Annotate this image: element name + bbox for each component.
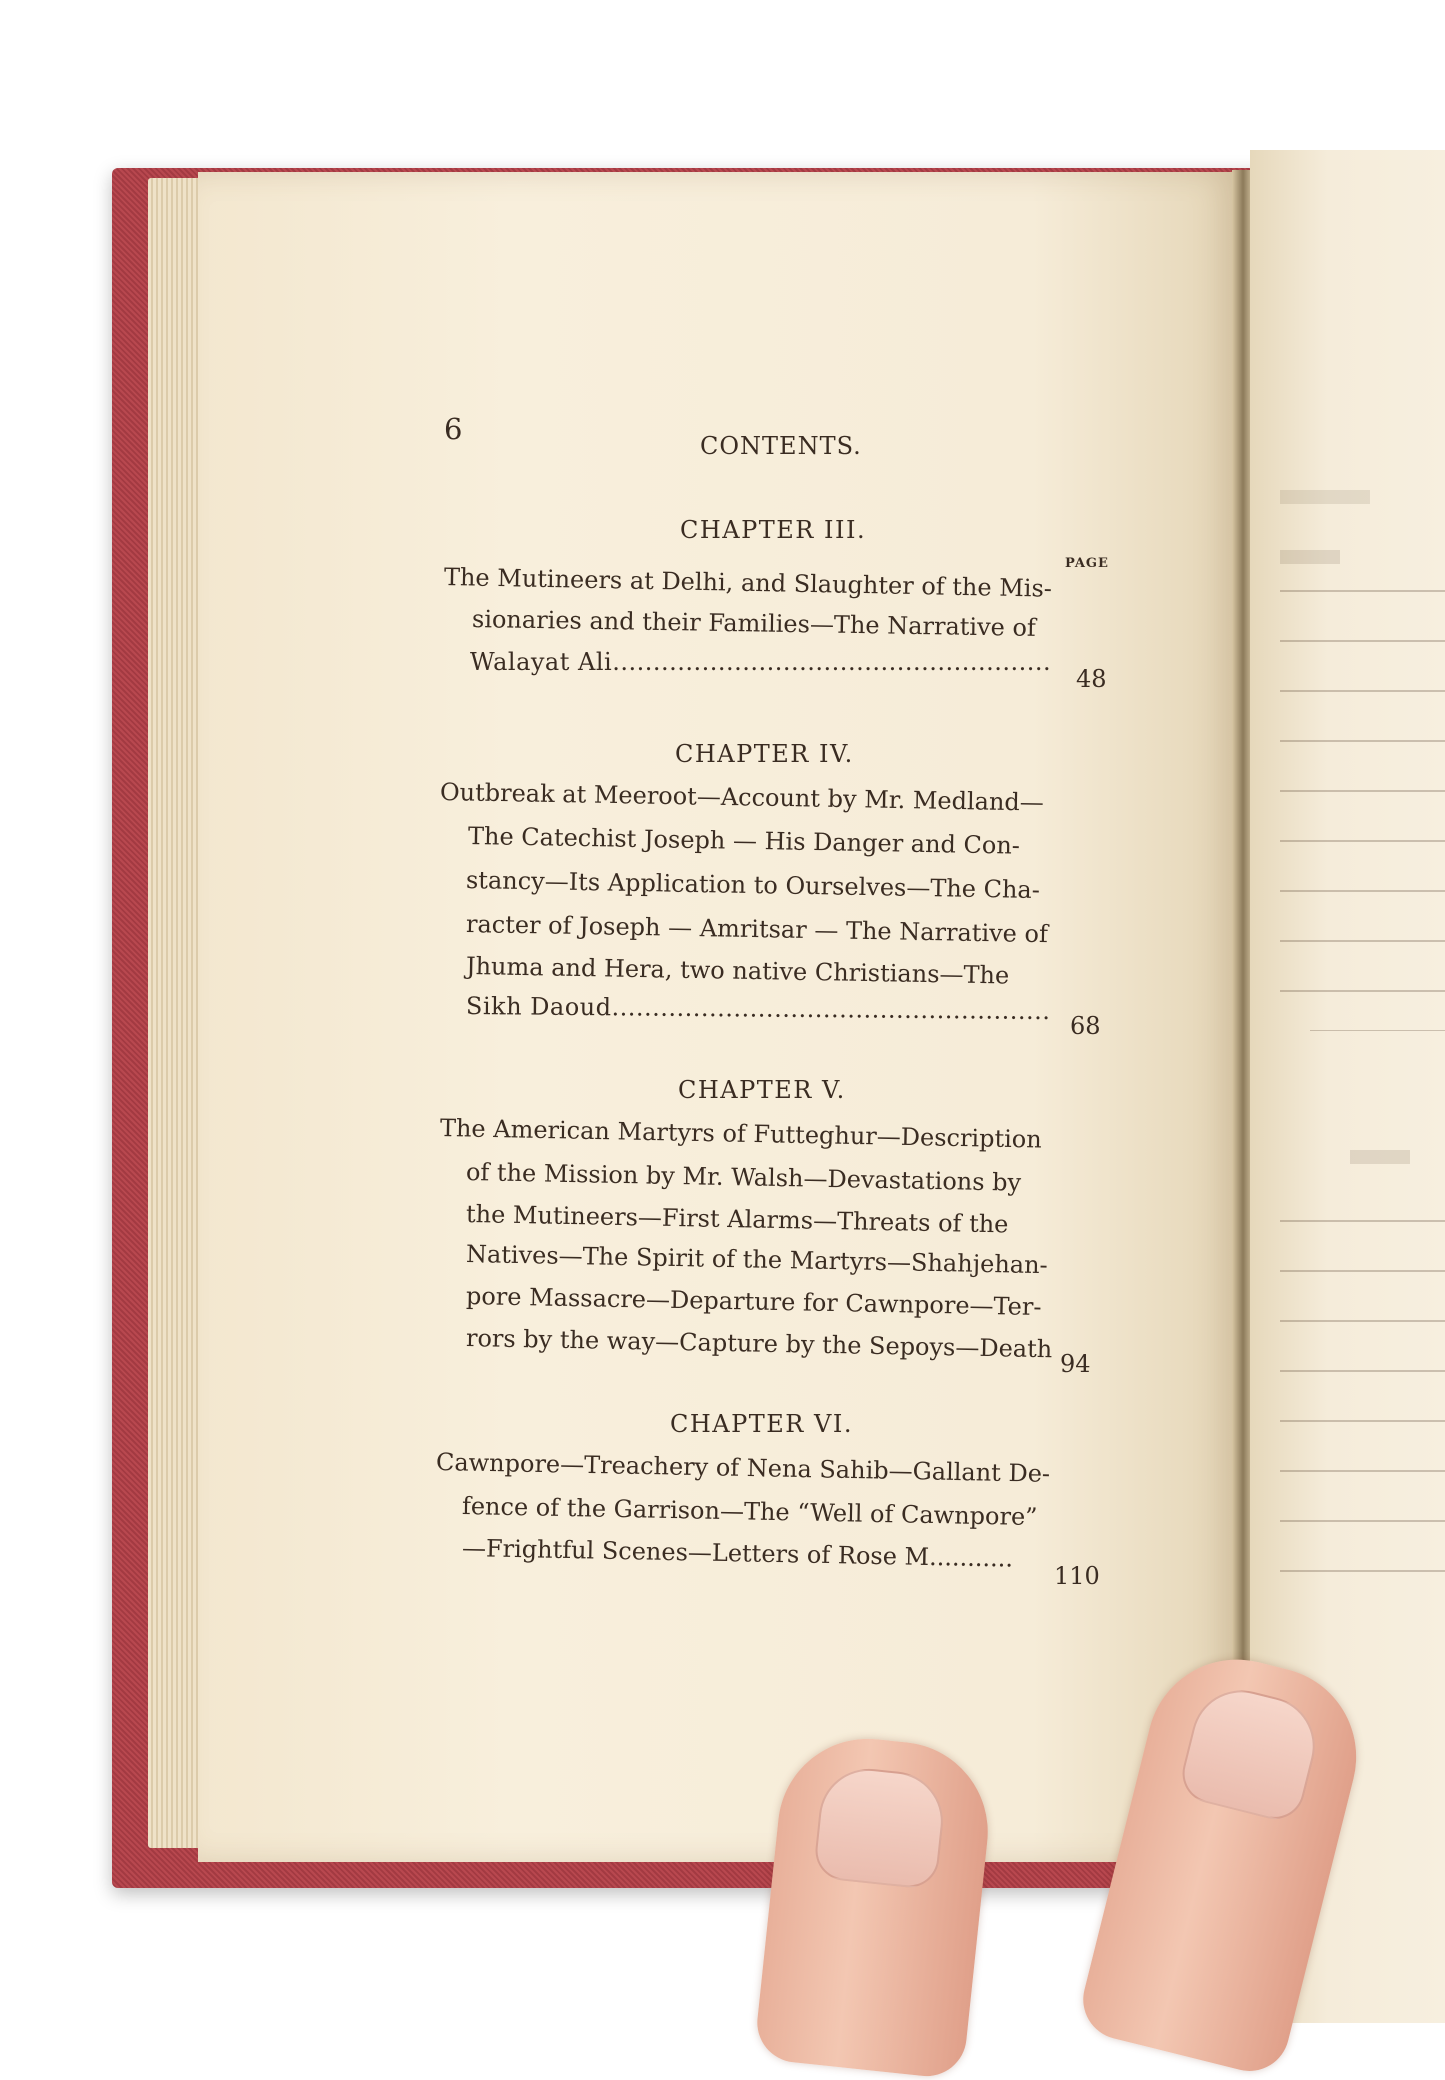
entry-page-number: 68 <box>1070 1012 1101 1040</box>
entry-line: Sikh Daoud...................................................... <box>465 992 1051 1026</box>
entry-line: stancy—Its Application to Ourselves—The Cha- <box>465 866 1041 905</box>
chapter-title: CHAPTER VI. <box>670 1410 853 1438</box>
chapter-title: CHAPTER IV. <box>675 740 854 768</box>
fingernail <box>1176 1680 1325 1825</box>
ghost-text <box>1280 1220 1445 1222</box>
entry-line: Cawnpore—Treachery of Nena Sahib—Gallant De- <box>435 1448 1051 1488</box>
ghost-text <box>1280 550 1340 564</box>
ghost-text <box>1280 940 1445 942</box>
entry-line: of the Mission by Mr. Walsh—Devastations by <box>465 1158 1022 1197</box>
chapter-title: CHAPTER V. <box>678 1076 846 1104</box>
entry-line: —Frightful Scenes—Letters of Rose M........... <box>461 1534 1014 1573</box>
ghost-text <box>1280 790 1445 792</box>
entry-line: racter of Joseph — Amritsar — The Narrative of <box>465 910 1049 949</box>
entry-line: Walayat Ali...................................................... <box>470 648 1052 676</box>
ghost-text <box>1310 1030 1445 1031</box>
running-head: CONTENTS. <box>700 432 862 460</box>
ghost-text <box>1280 690 1445 692</box>
entry-line: the Mutineers—First Alarms—Threats of the <box>465 1200 1009 1239</box>
entry-line: Outbreak at Meeroot—Account by Mr. Medland— <box>439 778 1045 817</box>
ghost-text <box>1280 1270 1445 1272</box>
entry-line: fence of the Garrison—The “Well of Cawnpore” <box>461 1492 1038 1532</box>
ghost-text <box>1280 1570 1445 1572</box>
ghost-text <box>1350 1150 1410 1164</box>
entry-page-number: 48 <box>1076 665 1107 693</box>
entry-line: The Catechist Joseph — His Danger and Con- <box>467 822 1021 860</box>
entry-line: Natives—The Spirit of the Martyrs—Shahjehan- <box>465 1240 1048 1280</box>
ghost-text <box>1280 840 1445 842</box>
entry-line: pore Massacre—Departure for Cawnpore—Ter- <box>465 1282 1042 1322</box>
ghost-text <box>1280 990 1445 992</box>
entry-line: The American Martyrs of Futteghur—Description <box>439 1114 1042 1154</box>
chapter-title: CHAPTER III. <box>680 516 867 544</box>
page-column-label: PAGE <box>1065 556 1109 571</box>
ghost-text <box>1280 890 1445 892</box>
ghost-text <box>1280 1470 1445 1472</box>
ghost-text <box>1280 1420 1445 1422</box>
ghost-text <box>1280 1520 1445 1522</box>
ghost-text <box>1280 1320 1445 1322</box>
page-number: 6 <box>444 412 463 446</box>
ghost-text <box>1280 490 1370 504</box>
entry-line: sionaries and their Families—The Narrative of <box>471 605 1037 642</box>
entry-line: Jhuma and Hera, two native Christians—The <box>465 952 1010 990</box>
entry-line: rors by the way—Capture by the Sepoys—Death <box>465 1324 1053 1364</box>
ghost-text <box>1280 1370 1445 1372</box>
entry-page-number: 110 <box>1054 1562 1100 1590</box>
ghost-text <box>1280 590 1445 592</box>
ghost-text <box>1280 740 1445 742</box>
fingernail <box>813 1764 948 1890</box>
entry-page-number: 94 <box>1060 1350 1091 1378</box>
entry-line: The Mutineers at Delhi, and Slaughter of the Mis- <box>443 563 1053 603</box>
finger <box>753 1730 996 2080</box>
ghost-text <box>1280 640 1445 642</box>
